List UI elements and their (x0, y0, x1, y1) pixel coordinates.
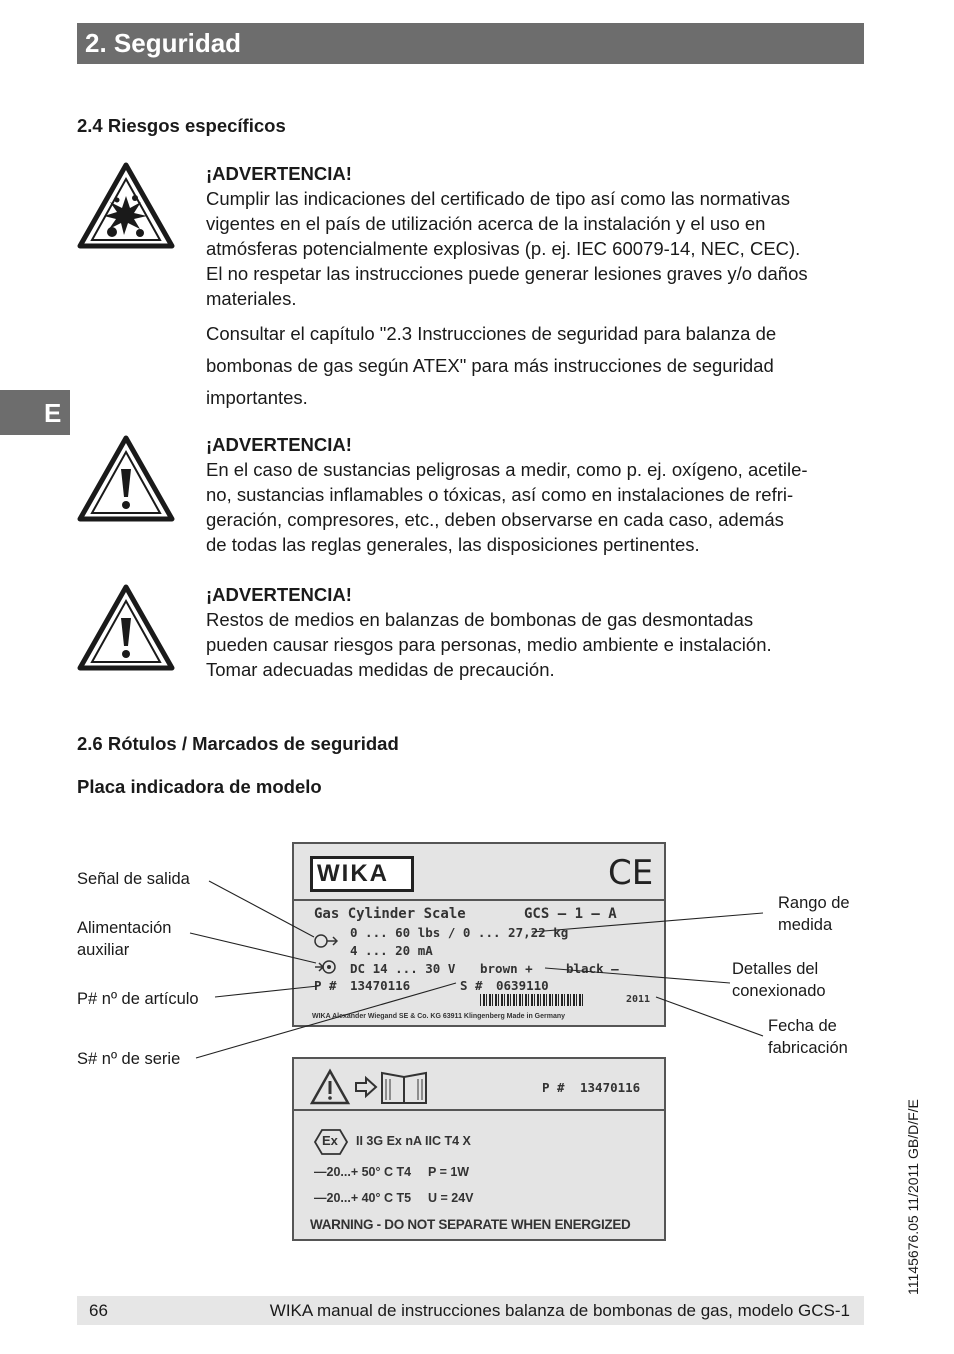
document-code: 11145676.05 11/2011 GB/D/F/E (905, 1099, 921, 1295)
callout-line-serial (196, 983, 456, 1058)
plate-supply: DC 14 ... 30 V (350, 961, 456, 976)
plate-p-label: P # (314, 978, 337, 993)
callout-line-range (532, 913, 763, 932)
plate2-p-label: P # (542, 1080, 565, 1095)
plate-year: 2011 (626, 994, 651, 1005)
plate2-row1-temp: —20...+ 50° C T4 (314, 1165, 412, 1179)
warning-1-title: ¡ADVERTENCIA! (206, 163, 352, 184)
wika-logo-text: WIKA (317, 860, 389, 887)
warning-3-title: ¡ADVERTENCIA! (206, 584, 352, 605)
callout-line-supply (190, 933, 316, 963)
callout-manufacture-date-line: fabricación (768, 1039, 848, 1057)
plate-s-label: S # (460, 978, 483, 993)
section-26-heading: 2.6 Rótulos / Marcados de seguridad (77, 733, 399, 754)
language-tab-letter: E (44, 398, 62, 428)
plate2-warning: WARNING - DO NOT SEPARATE WHEN ENERGIZED (310, 1217, 631, 1232)
warning-1-line: El no respetar las instrucciones puede generar lesiones graves y/o daños (206, 263, 808, 284)
ex-symbol-text: Ex (322, 1133, 338, 1148)
plate-model: GCS — 1 — A (524, 906, 617, 922)
warning-3-line: Restos de medios en balanzas de bombonas de gas desmontadas (206, 609, 754, 630)
warning-2-line: no, sustancias inflamables o tóxicas, así como en instalaciones de refri- (206, 484, 794, 505)
plate-output: 4 ... 20 mA (350, 943, 433, 958)
footer-title: WIKA manual de instrucciones balanza de bombonas de gas, modelo GCS-1 (269, 1301, 850, 1320)
plate2-row2-value: U = 24V (428, 1191, 474, 1205)
plate2-row1-value: P = 1W (428, 1165, 470, 1179)
callout-power-supply-line: Alimentación (77, 919, 172, 937)
warning-3-line: pueden causar riesgos para personas, medio ambiente e instalación. (206, 634, 772, 655)
ce-mark-icon: CE (608, 853, 654, 893)
callout-connection-details-line: conexionado (732, 982, 826, 1000)
plate-manufacturer: WIKA Alexander Wiegand SE & Co. KG 63911 Klingenberg Made in Germany (312, 1013, 566, 1020)
warning-2-line: de todas las reglas generales, las disposiciones pertinentes. (206, 534, 700, 555)
page-number: 66 (89, 1301, 108, 1320)
plate-wire-brown: brown + (480, 961, 533, 976)
callout-line-connection (545, 968, 730, 983)
plate-p-value: 13470116 (350, 978, 411, 993)
plate2-ex-marking: II 3G Ex nA IIC T4 X (356, 1134, 471, 1148)
warning-1-line: atmósferas potencialmente explosivas (p. ej. IEC 60079-14, NEC, CEC). (206, 238, 801, 259)
warning-1-line: vigentes en el país de utilización acerca de la instalación y el uso en (206, 213, 766, 234)
callout-serial-number: S# nº de serie (77, 1050, 181, 1068)
callout-line-output (209, 881, 314, 937)
plate-range: 0 ... 60 lbs / 0 ... 27,22 kg (350, 925, 569, 940)
warning-1-extra-line: importantes. (206, 387, 308, 408)
plate2-row2-temp: —20...+ 40° C T5 (314, 1191, 412, 1205)
warning-1-extra-line: Consultar el capítulo "2.3 Instrucciones de seguridad para balanza de (206, 323, 777, 344)
warning-1-line: materiales. (206, 288, 297, 309)
callout-connection-details-line: Detalles del (732, 960, 819, 978)
warning-2-line: En el caso de sustancias peligrosas a medir, como p. ej. oxígeno, acetile- (206, 459, 808, 480)
callout-manufacture-date-line: Fecha de (768, 1017, 837, 1035)
warning-2-line: geración, compresores, etc., deben observarse en cada caso, además (206, 509, 784, 530)
callout-measuring-range-line: Rango de (778, 894, 850, 912)
callout-line-date (656, 997, 763, 1036)
callout-line-article (215, 986, 318, 997)
plate2-p-value: 13470116 (580, 1080, 641, 1095)
plate-wire-black: black — (566, 961, 619, 976)
nameplate-subheading: Placa indicadora de modelo (77, 776, 322, 797)
callout-article-number: P# nº de artículo (77, 990, 199, 1008)
plate-product-name: Gas Cylinder Scale (314, 906, 466, 922)
callout-measuring-range-line: medida (778, 916, 833, 934)
warning-1-line: Cumplir las indicaciones del certificado de tipo así como las normativas (206, 188, 791, 209)
warning-1-extra-line: bombonas de gas según ATEX" para más instrucciones de seguridad (206, 355, 774, 376)
section-title: 2. Seguridad (85, 28, 242, 58)
callout-power-supply-line: auxiliar (77, 941, 130, 959)
callout-output-signal: Señal de salida (77, 870, 190, 888)
section-24-heading: 2.4 Riesgos específicos (77, 115, 286, 136)
warning-2-title: ¡ADVERTENCIA! (206, 434, 352, 455)
plate-s-value: 0639110 (496, 978, 549, 993)
warning-3-line: Tomar adecuadas medidas de precaución. (206, 659, 555, 680)
page-footer (77, 1296, 864, 1325)
